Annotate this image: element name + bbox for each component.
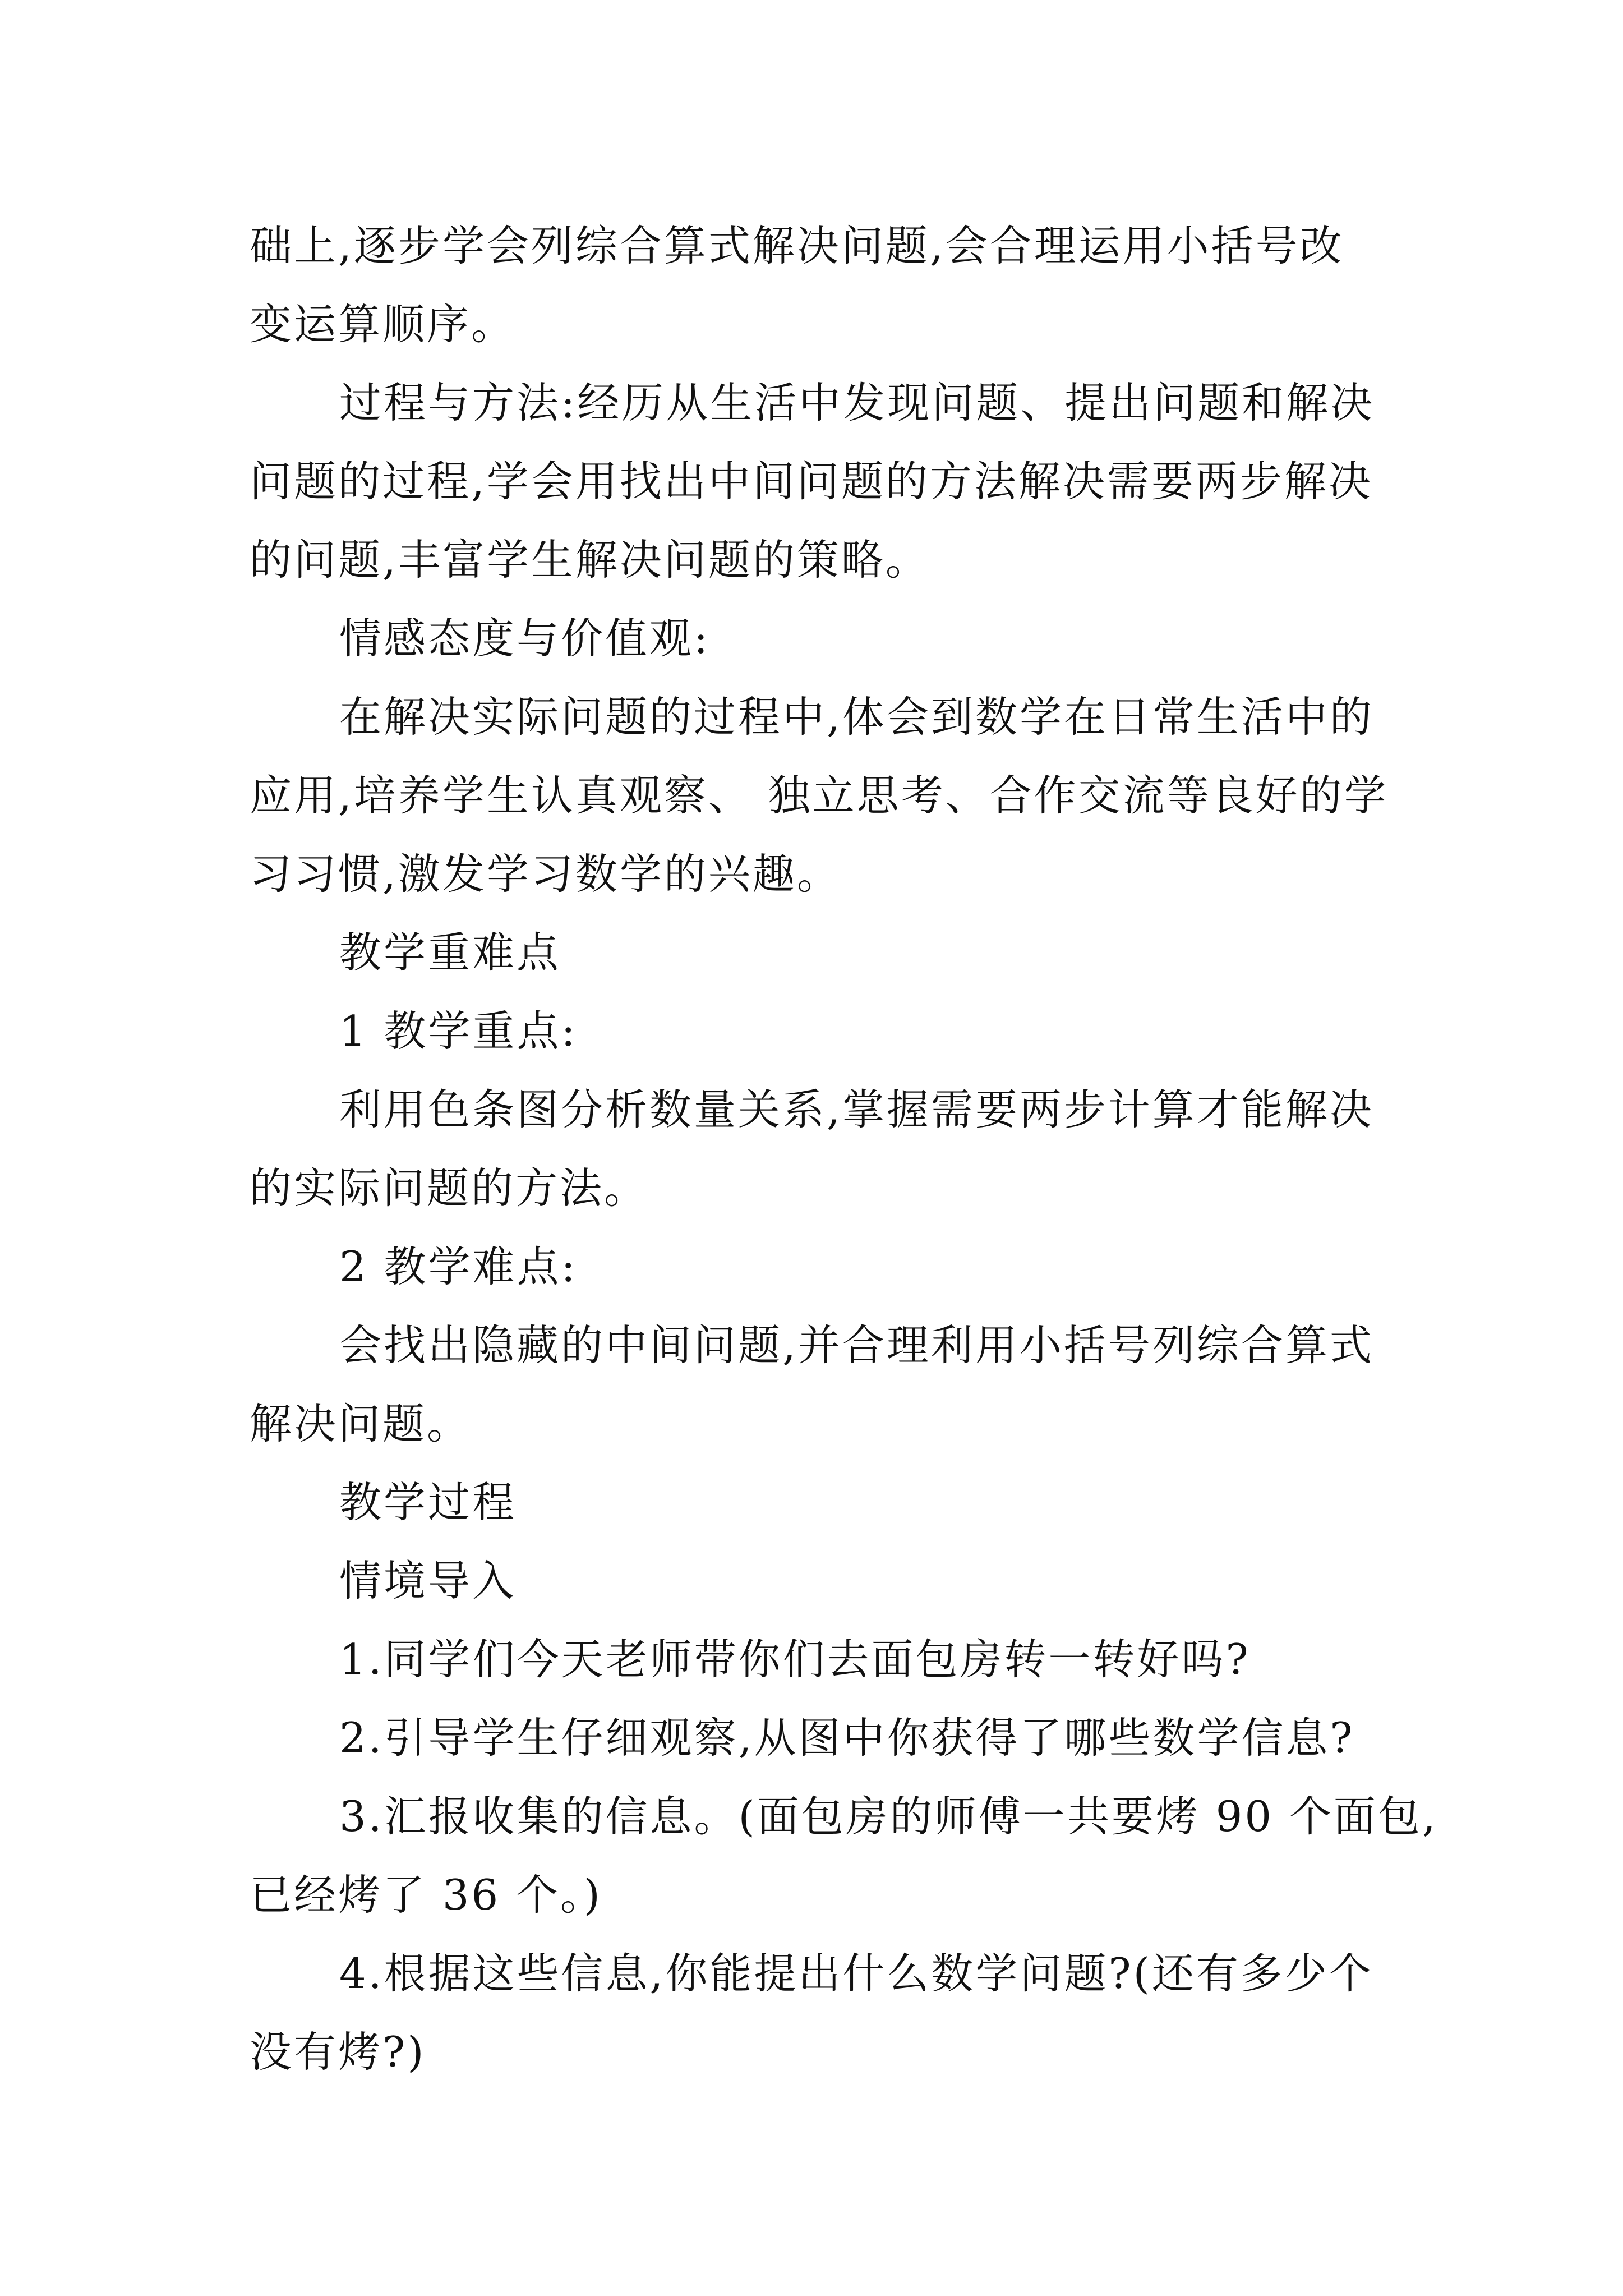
text-line: 利用色条图分析数量关系,掌握需要两步计算才能解决 xyxy=(339,1085,1374,1134)
section-heading: 教学过程 xyxy=(339,1478,517,1527)
subsection-heading: 2 教学难点: xyxy=(339,1242,578,1291)
list-item: 1.同学们今天老师带你们去面包房转一转好吗? xyxy=(339,1635,1251,1684)
text-line: 会找出隐藏的中间问题,并合理利用小括号列综合算式 xyxy=(339,1320,1374,1370)
list-item: 4.根据这些信息,你能提出什么数学问题?(还有多少个 xyxy=(339,1949,1373,1998)
text-line: 已经烤了 36 个。) xyxy=(250,1870,602,1920)
text-line: 没有烤?) xyxy=(250,2027,426,2077)
text-line: 问题的过程,学会用找出中间问题的方法解决需要两步解决 xyxy=(250,457,1373,506)
text-line: 的实际问题的方法。 xyxy=(250,1163,649,1213)
subsection-heading: 情境导入 xyxy=(339,1556,517,1605)
text-line: 解决问题。 xyxy=(250,1399,472,1448)
text-line: 过程与方法:经历从生活中发现问题、提出问题和解决 xyxy=(339,378,1375,427)
text-line: 应用,培养学生认真观察、 独立思考、合作交流等良好的学 xyxy=(250,771,1389,820)
list-item: 3.汇报收集的信息。(面包房的师傅一共要烤 90 个面包, xyxy=(339,1792,1438,1841)
text-line: 习习惯,激发学习数学的兴趣。 xyxy=(250,849,841,899)
text-line: 变运算顺序。 xyxy=(250,300,516,349)
text-line: 础上,逐步学会列综合算式解决问题,会合理运用小括号改 xyxy=(250,221,1344,270)
text-line: 的问题,丰富学生解决问题的策略。 xyxy=(250,535,930,585)
text-line: 在解决实际问题的过程中,体会到数学在日常生活中的 xyxy=(339,692,1374,742)
subsection-heading: 1 教学重点: xyxy=(339,1006,578,1056)
text-line: 情感态度与价值观: xyxy=(339,614,711,663)
list-item: 2.引导学生仔细观察,从图中你获得了哪些数学信息? xyxy=(339,1713,1355,1763)
section-heading: 教学重难点 xyxy=(339,928,561,977)
